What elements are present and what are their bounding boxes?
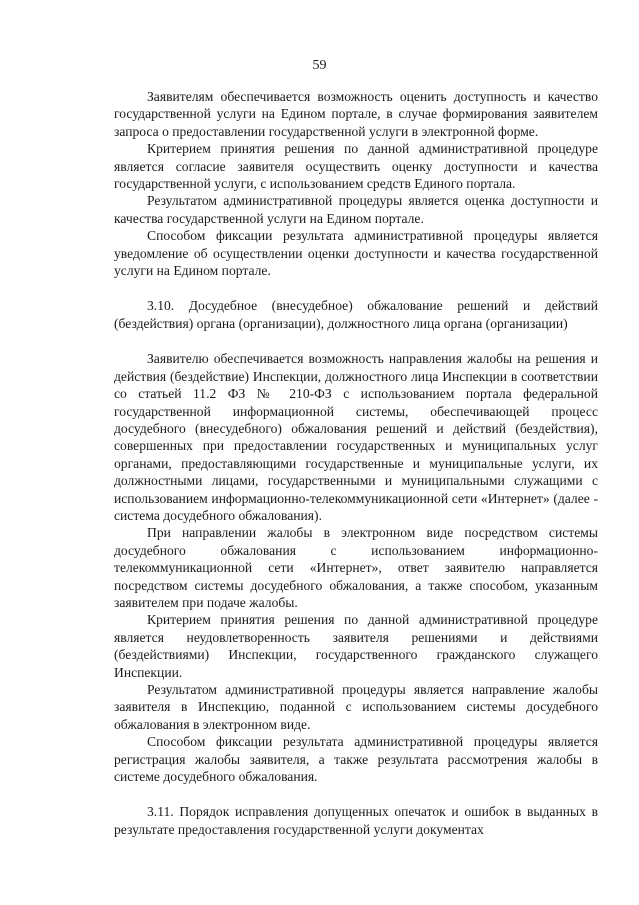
paragraph-complaint-result: Результатом административной процедуры является направление жалобы заявителя в Инспекцию, поданной с использованием системы досудебного обжалования в электронном виде. (114, 682, 598, 732)
paragraph-complaint-fixation: Способом фиксации результата административной процедуры является регистрация жалобы заявителя, а также результата рассмотрения жалобы в системе досудебного обжалования. (114, 734, 598, 785)
paragraph-complaint-response: При направлении жалобы в электронном виде посредством системы досудебного обжалования с использованием информационно-телекоммуникационной сети «Интернет», ответ заявителю направляется посредством системы досудебного обжалования, а также способом, указанным заявителем при подаче жалобы. (114, 525, 598, 610)
paragraph-complaint-criterion: Критерием принятия решения по данной административной процедуре является неудовлетворенность заявителя решениями и действиями (бездействиями) Инспекции, государственного гражданского служащего Инспекции. (114, 612, 598, 680)
spacer (114, 332, 598, 350)
paragraph-evaluation-result: Результатом административной процедуры является оценка доступности и качества государственной услуги на Едином портале. (114, 193, 598, 226)
section-3-11-heading: 3.11. Порядок исправления допущенных опечаток и ошибок в выданных в результате предоставления государственной услуги документах (114, 804, 598, 837)
paragraph-complaint-possibility: Заявителю обеспечивается возможность направления жалобы на решения и действия (бездействие) Инспекции, должностного лица Инспекции в соответствии со статьей 11.2 ФЗ № 210-ФЗ с использованием портала федеральной государственной информационной системы, обеспечивающей процесс досудебного (внесудебного) обжалования решений и действий (бездействия), совершенных при предоставлении государственных и муниципальных услуг органами, предоставляющими государственные и муниципальные услуги, их должностными лицами, государственными и муниципальными служащими с использованием информационно-телекоммуникационной сети «Интернет» (далее - система досудебного обжалования). (114, 351, 598, 523)
spacer (114, 785, 598, 803)
section-3-10-heading: 3.10. Досудебное (внесудебное) обжалование решений и действий (бездействия) органа (организации), должностного лица органа (организации) (114, 298, 598, 331)
page-number: 59 (312, 58, 327, 73)
spacer (114, 279, 598, 297)
paragraph-evaluation-fixation: Способом фиксации результата административной процедуры является уведомление об осуществлении оценки доступности и качества государственной услуги на Едином портале. (114, 228, 598, 279)
document-body (114, 88, 598, 838)
paragraph-evaluation-possibility: Заявителям обеспечивается возможность оценить доступность и качество государственной услуги на Едином портале, в случае формирования заявителем запроса о предоставлении государственной услуги в электронной форме. (114, 89, 598, 139)
paragraph-evaluation-criterion: Критерием принятия решения по данной административной процедуре является согласие заявителя осуществить оценку доступности и качества государственной услуги, с использованием средств Единого портала. (114, 141, 598, 192)
